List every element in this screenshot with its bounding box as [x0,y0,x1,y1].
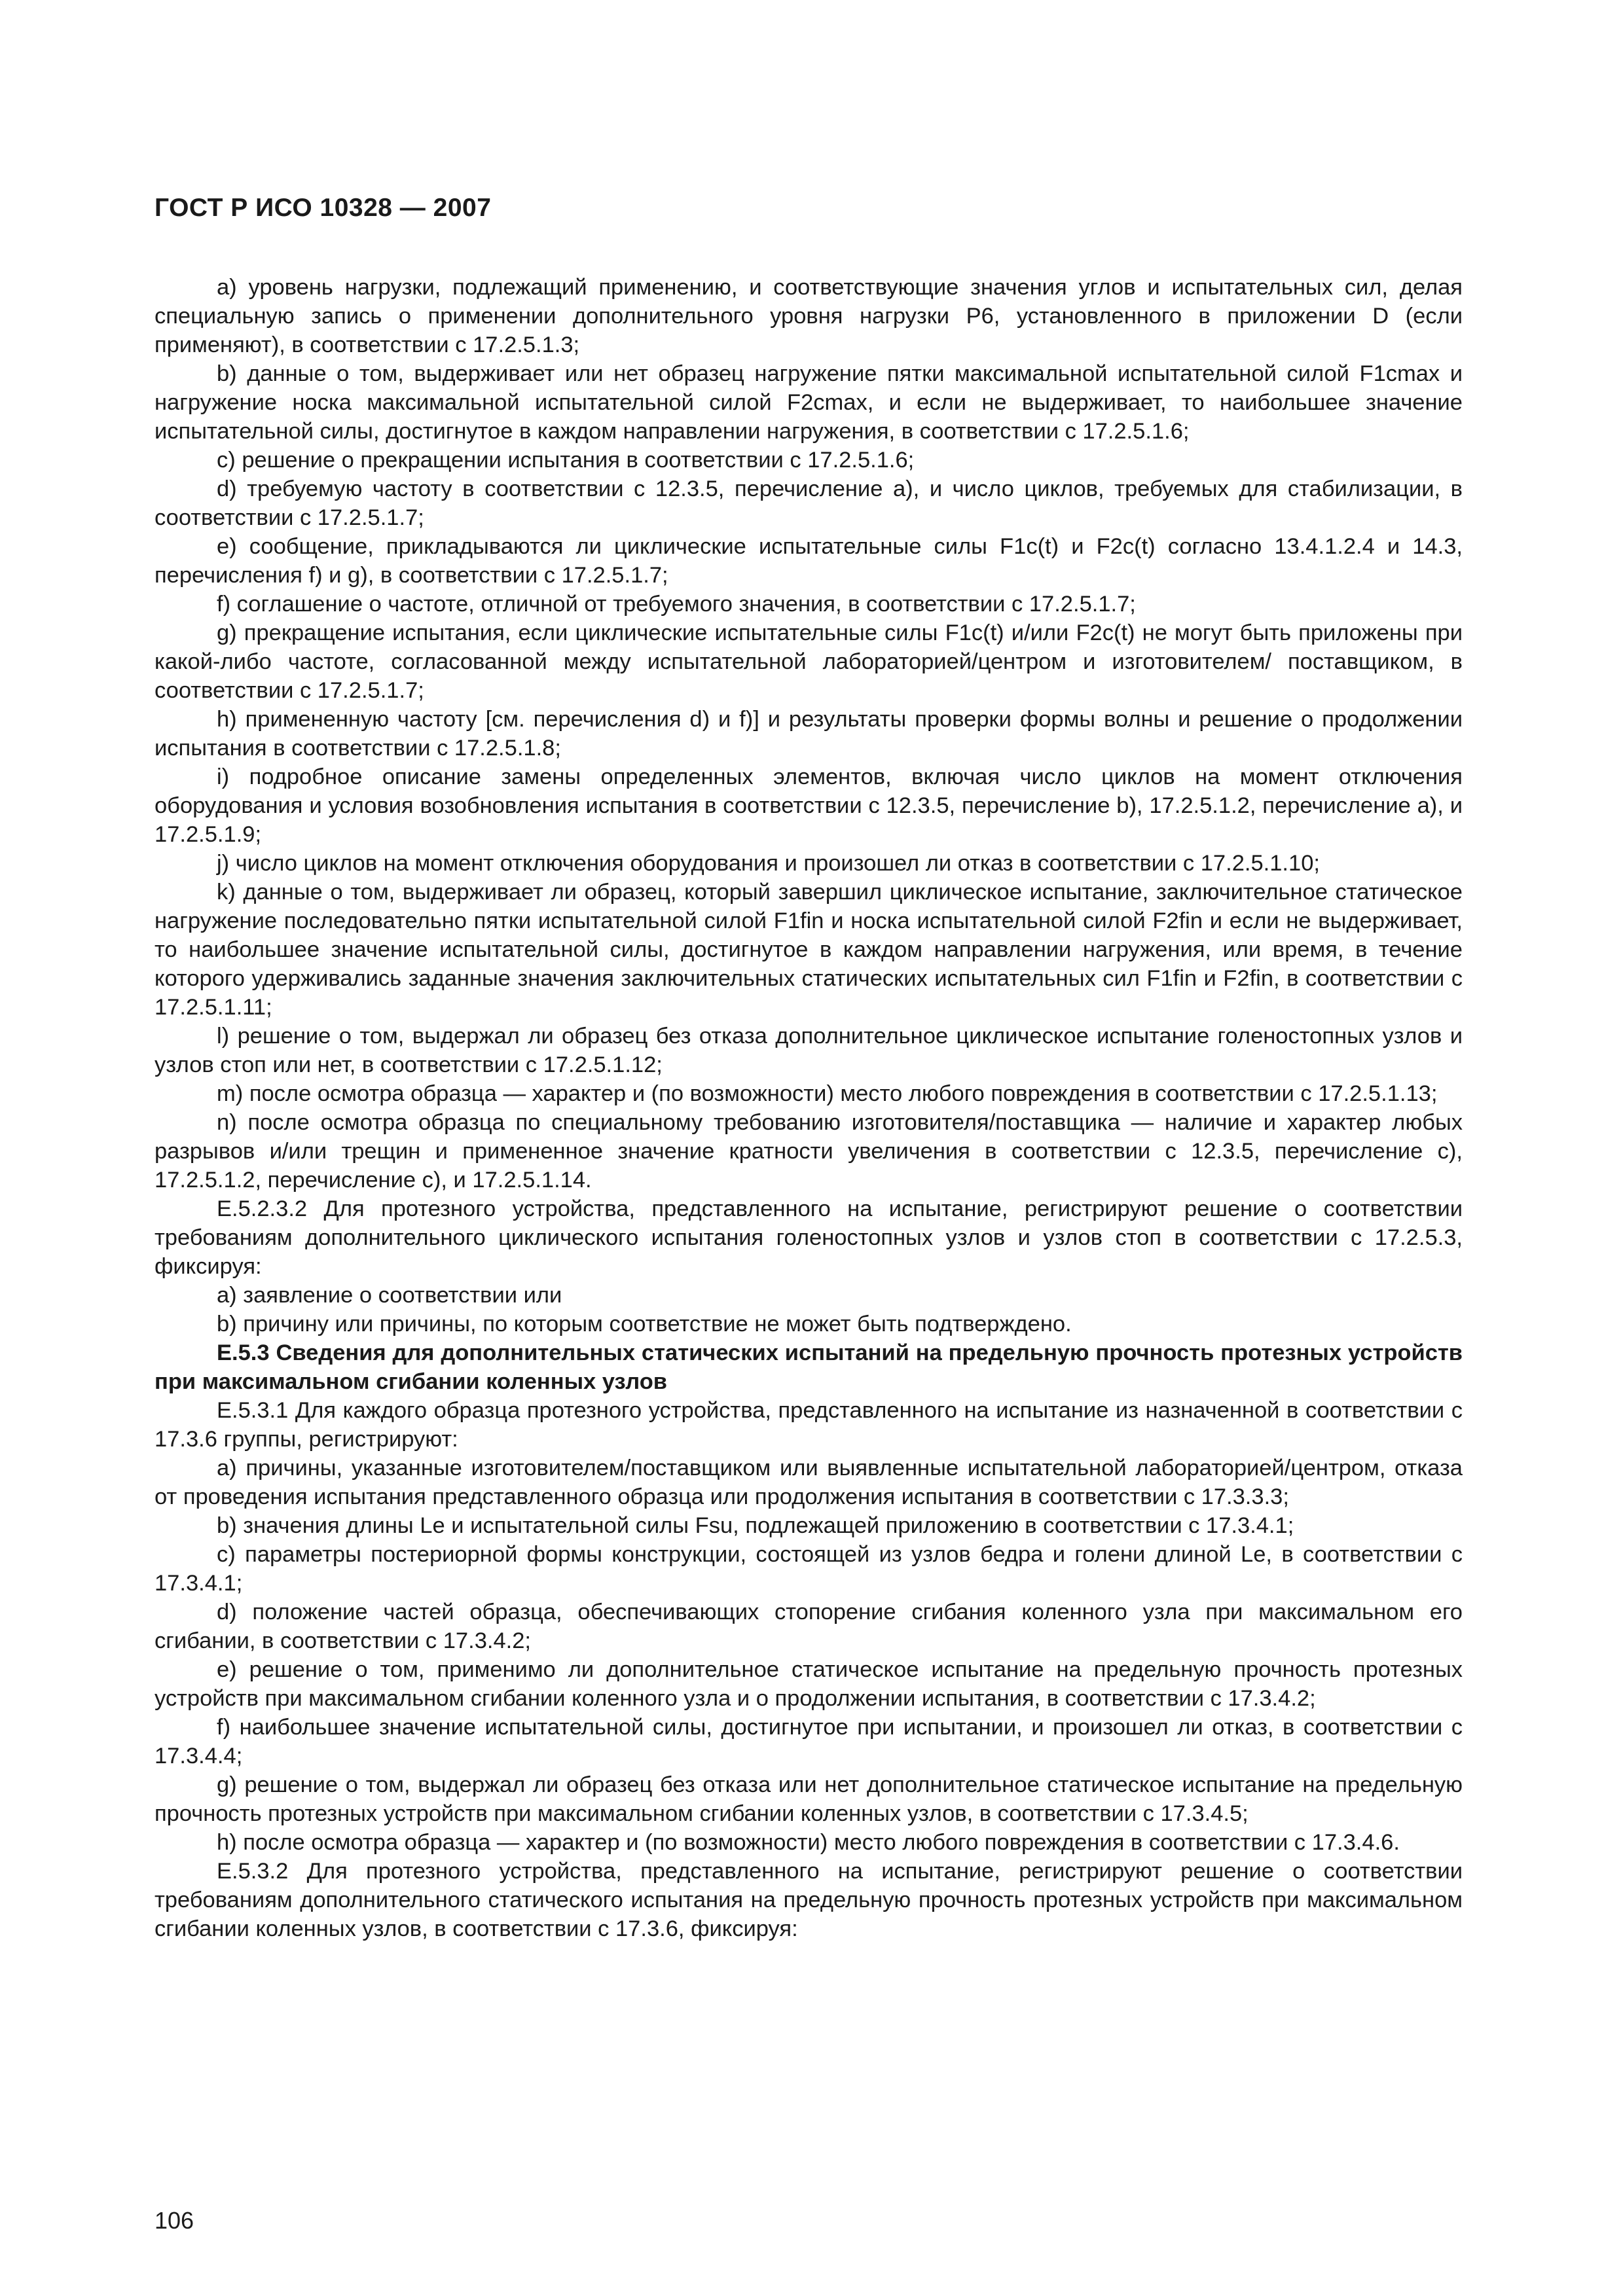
paragraph-item-a: a) заявление о соответствии или [217,1283,562,1308]
paragraph-item-f: f) соглашение о частоте, отличной от требуемого значения, в соответствии с 17.2.5.1.7; [217,592,1136,617]
paragraph-e531: E.5.3.1 Для каждого образца протезного устройства, представленного на испытание из назначенной в соответствии с 17.3.6 группы, регистрируют: [155,1398,1463,1452]
paragraph-item-a: а) уровень нагрузки, подлежащий применению, и соответствующие значения углов и испытательных сил, делая специальную запись о применении дополнительного уровня нагрузки Р6, установленного в приложении D (если применяют), в соответствии с 17.2.5.1.3; [155,275,1463,357]
paragraph-item-a: a) причины, указанные изготовителем/поставщиком или выявленные испытательной лабораторией/центром, отказа от проведения испытания представленного образца или продолжения испытания в соответствии с 17.3.3.3; [155,1456,1463,1509]
paragraph-item-j: j) число циклов на момент отключения оборудования и произошел ли отказ в соответствии с 17.2.5.1.10; [217,851,1320,876]
paragraph-item-k: k) данные о том, выдерживает ли образец, который завершил циклическое испытание, заключительное статическое нагружение последовательно пятки испытательной силой F1fin и носка испытательной силой F2fin и если не выдерживает, то наибольшее значение испытательной силы, достигнутое в каждом направлении нагружения, или время, в течение которого удерживались заданные значения заключительных статических испытательных сил F1fin и F2fin, в соответствии с 17.2.5.1.11; [155,880,1463,1020]
paragraph-item-g: g) прекращение испытания, если циклические испытательные силы F1c(t) и/или F2c(t) не могут быть приложены при какой-либо частоте, согласованной между испытательной лабораторией/центром и изготовителем/ поставщиком, в соответствии с 17.2.5.1.7; [155,620,1463,703]
paragraph-item-e: e) сообщение, прикладываются ли циклические испытательные силы F1c(t) и F2c(t) согласно 13.4.1.2.4 и 14.3, перечисления f) и g), в соответствии с 17.2.5.1.7; [155,534,1463,588]
paragraph-item-n: n) после осмотра образца по специальному требованию изготовителя/поставщика — наличие и характер любых разрывов и/или трещин и примененное значение кратности увеличения в соответствии с 12.3.5, перечисление с), 17.2.5.1.2, перечисление с), и 17.2.5.1.14. [155,1110,1463,1193]
paragraph-item-h: h) примененную частоту [см. перечисления d) и f)] и результаты проверки формы волны и решение о продолжении испытания в соответствии с 17.2.5.1.8; [155,707,1463,761]
paragraph-item-c: c) решение о прекращении испытания в соответствии с 17.2.5.1.6; [217,448,915,473]
paragraph-item-h: h) после осмотра образца — характер и (по возможности) место любого повреждения в соответствии с 17.3.4.6. [217,1830,1400,1855]
paragraph-item-b: b) данные о том, выдерживает или нет образец нагружение пятки максимальной испытательной силой F1cmax и нагружение носка максимальной испытательной силой F2cmax, и если не выдерживает, то наибольшее значение испытательной силы, достигнутое в каждом направлении нагружения, в соответствии с 17.2.5.1.6; [155,361,1463,444]
paragraph-e532: E.5.3.2 Для протезного устройства, представленного на испытание, регистрируют решение о соответствии требованиям дополнительного статического испытания на предельную прочность протезных устройств при максимальном сгибании коленных узлов, в соответствии с 17.3.6, фиксируя: [155,1859,1463,1941]
page-number: 106 [155,2207,194,2234]
paragraph-item-i: i) подробное описание замены определенных элементов, включая число циклов на момент отключения оборудования и условия возобновления испытания в соответствии с 12.3.5, перечисление b), 17.2.5.1.2, перечисление а), и 17.2.5.1.9; [155,764,1463,847]
paragraph-item-e: e) решение о том, применимо ли дополнительное статическое испытание на предельную прочность протезных устройств при максимальном сгибании коленного узла и о продолжении испытания, в соответствии с 17.3.4.2; [155,1657,1463,1711]
paragraph-item-m: m) после осмотра образца — характер и (по возможности) место любого повреждения в соответствии с 17.2.5.1.13; [217,1081,1438,1106]
paragraph-e5232: E.5.2.3.2 Для протезного устройства, представленного на испытание, регистрируют решение о соответствии требованиям дополнительного циклического испытания голеностопных узлов и узлов стоп в соответствии с 17.2.5.3, фиксируя: [155,1196,1463,1279]
paragraph-item-b: b) причину или причины, по которым соответствие не может быть подтверждено. [217,1312,1072,1336]
section-heading-e53: E.5.3 Сведения для дополнительных статических испытаний на предельную прочность протезных устройств при максимальном сгибании коленных узлов [155,1340,1463,1394]
paragraph-item-c: c) параметры постериорной формы конструкции, состоящей из узлов бедра и голени длиной Le, в соответствии с 17.3.4.1; [155,1542,1463,1596]
paragraph-item-b: b) значения длины Le и испытательной силы Fsu, подлежащей приложению в соответствии с 17.3.4.1; [217,1513,1294,1538]
paragraph-item-f: f) наибольшее значение испытательной силы, достигнутое при испытании, и произошел ли отказ, в соответствии с 17.3.4.4; [155,1715,1463,1768]
paragraph-item-d: d) положение частей образца, обеспечивающих стопорение сгибания коленного узла при максимальном его сгибании, в соответствии с 17.3.4.2; [155,1600,1463,1653]
body-text [155,273,1463,1943]
paragraph-item-l: l) решение о том, выдержал ли образец без отказа дополнительное циклическое испытание голеностопных узлов и узлов стоп или нет, в соответствии с 17.2.5.1.12; [155,1024,1463,1077]
paragraph-item-d: d) требуемую частоту в соответствии с 12.3.5, перечисление а), и число циклов, требуемых для стабилизации, в соответствии с 17.2.5.1.7; [155,476,1463,530]
document-header: ГОСТ Р ИСО 10328 — 2007 [155,194,492,222]
paragraph-item-g: g) решение о том, выдержал ли образец без отказа или нет дополнительное статическое испытание на предельную прочность протезных устройств при максимальном сгибании коленных узлов, в соответствии с 17.3.4.5; [155,1772,1463,1826]
